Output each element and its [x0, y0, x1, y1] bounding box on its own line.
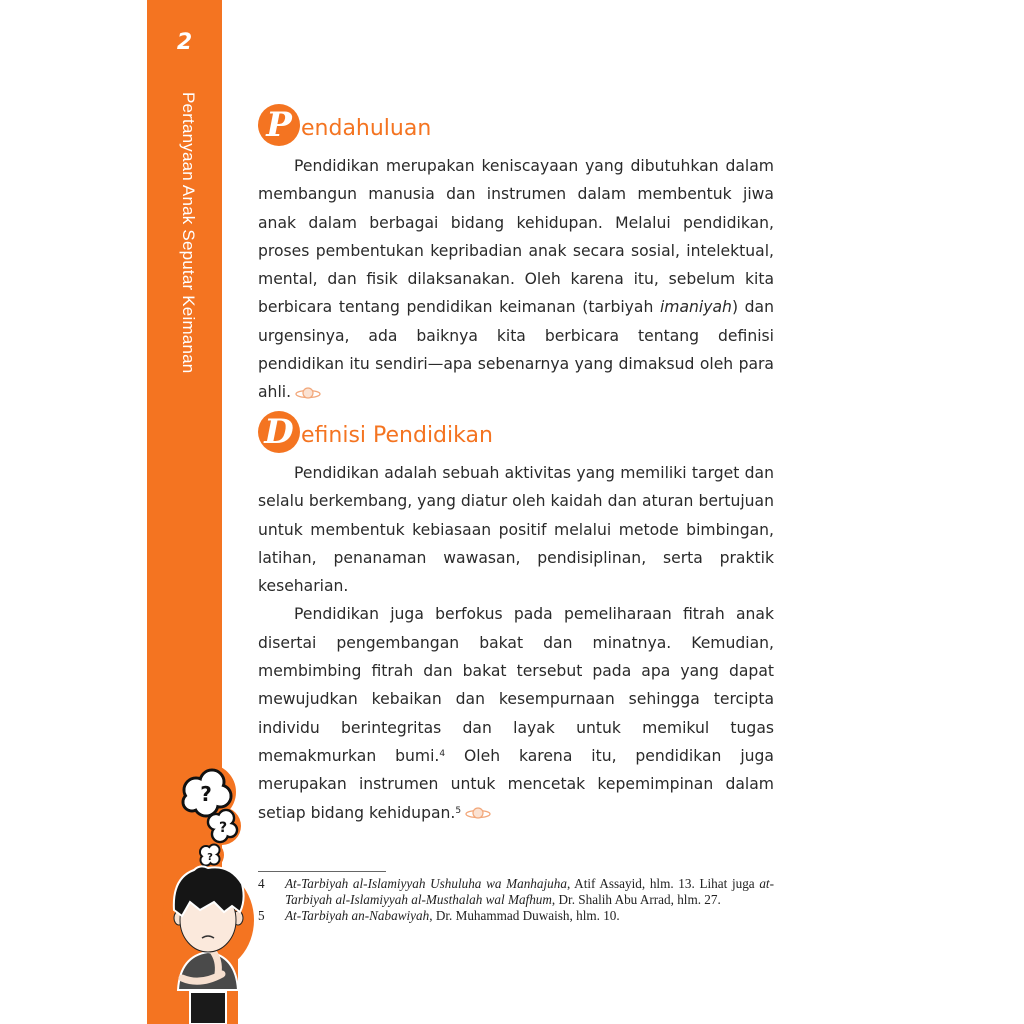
thinking-boy-illustration — [160, 760, 260, 1024]
footnote: 4 At-Tarbiyah al-Islamiyyah Ushuluha wa Manhajuha, Atif Assayid, hlm. 13. Lihat juga at-Tarbiyah al-Islamiyyah al-Musthalah wal Mafhum, Dr. Shalih Abu Arrad, hlm. 27. — [258, 876, 774, 907]
page-number: 2 — [176, 30, 193, 55]
heading-text: efinisi Pendidikan — [301, 422, 493, 448]
heading-text: endahuluan — [301, 115, 432, 141]
italic-term: imaniyah — [659, 298, 732, 317]
section-body-definisi — [258, 459, 774, 827]
footnote-number: 5 — [258, 908, 265, 923]
section-heading-definisi — [258, 411, 493, 453]
footnote-divider — [258, 871, 386, 872]
drop-cap: D — [258, 411, 300, 453]
section-body-pendahuluan — [258, 152, 774, 407]
question-bubble-icon — [208, 810, 237, 842]
footnote-ref[interactable]: 4 — [439, 748, 446, 759]
paragraph: Pendidikan merupakan keniscayaan yang dibutuhkan dalam membangun manusia dan instrumen dalam membentuk jiwa anak dalam berbagai bidang kehidupan. Melalui pendidikan, proses pembentukan kepribadian anak secara sosial, intelektual, mental, dan fisik dilaksanakan. Oleh karena itu, sebelum kita berbicara tentang pendidikan keimanan (tarbiyah imaniyah) dan urgensinya, ada baiknya kita berbicara tentang definisi pendidikan itu sendiri—apa sebenarnya yang dimaksud oleh para ahli. — [258, 157, 774, 402]
citation-title: At-Tarbiyah an-Nabawiyah — [285, 908, 430, 923]
paragraph: Pendidikan adalah sebuah aktivitas yang memiliki target dan selalu berkembang, yang diatur oleh kaidah dan aturan bertujuan untuk membentuk kebiasaan positif melalui metode bimbingan, latihan, penanaman wawasan, pendisiplinan, serta praktik keseharian. — [258, 464, 774, 596]
drop-cap: P — [258, 104, 300, 146]
citation-title: at-Tarbiyah al-Islamiyyah al-Musthalah wal Mafhum — [285, 876, 774, 907]
footnotes — [258, 876, 774, 924]
svg-text:?: ? — [207, 852, 213, 863]
svg-text:?: ? — [200, 782, 212, 806]
citation-title: At-Tarbiyah al-Islamiyyah Ushuluha wa Manhajuha — [285, 876, 567, 891]
footnote: 5 At-Tarbiyah an-Nabawiyah, Dr. Muhammad Duwaish, hlm. 10. — [258, 908, 620, 923]
question-bubble-icon — [200, 845, 220, 866]
running-title: Pertanyaan Anak Seputar Keimanan — [179, 92, 198, 374]
planet-icon — [465, 806, 491, 820]
planet-icon — [295, 386, 321, 400]
section-heading-pendahuluan — [258, 104, 431, 146]
footnote-ref[interactable]: 5 — [455, 805, 462, 816]
footnote-number: 4 — [258, 876, 265, 891]
svg-text:?: ? — [218, 820, 228, 836]
paragraph: Pendidikan juga berfokus pada pemeliharaan fitrah anak disertai pengembangan bakat dan minatnya. Kemudian, membimbing fitrah dan bakat tersebut pada apa yang dapat mewujudkan kebaikan dan kesempurnaan sehingga tercipta individu berintegritas dan layak untuk memikul tugas memakmurkan bumi.$^4$ Oleh karena itu, pendidikan juga merupakan instrumen untuk mencetak kepemimpinan dalam setiap bidang kehidupan.$^5$ — [258, 605, 774, 822]
